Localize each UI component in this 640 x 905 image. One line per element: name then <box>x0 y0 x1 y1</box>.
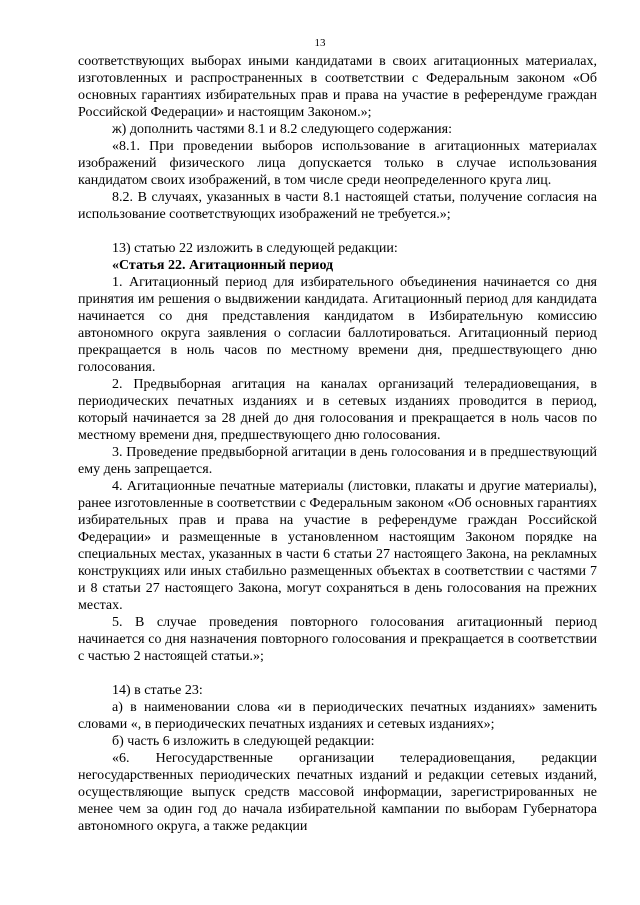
paragraph-item-a: а) в наименовании слова «и в периодических печатных изданиях» заменить словами «, в периодических печатных изданиях и сетевых изданиях»; <box>78 700 597 732</box>
article-22-heading: «Статья 22. Агитационный период <box>112 258 334 273</box>
article-22-part-1: 1. Агитационный период для избирательного объединения начинается со дня принятия им решения о выдвижении кандидата. Агитационный период для кандидата начинается со дня представления кандидатом в Избирательную комиссию автономного округа заявления о согласии баллотироваться. Агитационный период прекращается в ноль часов по местному времени дня, предшествующего дню голосования. <box>78 275 597 375</box>
article-22-part-4: 4. Агитационные печатные материалы (листовки, плакаты и другие материалы), ранее изготовленные в соответствии с Федеральным законом «Об основных гарантиях избирательных прав и права на участие в референдуме граждан Российской Федерации» и размещенные в установленном настоящим Законом порядке на специальных местах, указанных в части 6 статьи 27 настоящего Закона, на рекламных конструкциях или иных стабильно размещенных объектах в соответствии с частями 7 и 8 статьи 27 настоящего Закона, могут сохраняться в день голосования на прежних местах. <box>78 479 597 613</box>
paragraph-part-8-2: 8.2. В случаях, указанных в части 8.1 настоящей статьи, получение согласия на использование соответствующих изображений не требуется.»; <box>78 190 597 222</box>
paragraph-item-13: 13) статью 22 изложить в следующей редакции: <box>112 241 398 256</box>
article-22-part-5: 5. В случае проведения повторного голосования агитационный период начинается со дня назначения повторного голосования и прекращается в соответствии с частью 2 настоящей статьи.»; <box>78 615 597 664</box>
paragraph-item-14: 14) в статье 23: <box>112 683 203 698</box>
paragraph-item-zh: ж) дополнить частями 8.1 и 8.2 следующего содержания: <box>112 122 452 137</box>
document-body <box>78 53 597 835</box>
article-22-part-3: 3. Проведение предвыборной агитации в день голосования и в предшествующий ему день запрещается. <box>78 445 597 477</box>
page-number: 13 <box>314 37 326 49</box>
paragraph-item-b: б) часть 6 изложить в следующей редакции: <box>112 734 375 749</box>
paragraph-continuation: соответствующих выборах иными кандидатами в своих агитационных материалах, изготовленных и распространенных в соответствии с Федеральным законом «Об основных гарантиях избирательных прав и права на участие в референдуме граждан Российской Федерации» и настоящим Законом.»; <box>78 54 597 120</box>
paragraph-part-8-1: «8.1. При проведении выборов использование в агитационных материалах изображений физического лица допускается только в случае использования кандидатом своих изображений, в том числе среди неопределенного круга лиц. <box>78 139 597 188</box>
paragraph-part-6: «6. Негосударственные организации телерадиовещания, редакции негосударственных периодических печатных изданий и редакции сетевых изданий, осуществляющие выпуск средств массовой информации, зарегистрированных не менее чем за один год до начала избирательной кампании по выборам Губернатора автономного округа, а также редакции <box>78 751 597 834</box>
article-22-part-2: 2. Предвыборная агитация на каналах организаций телерадиовещания, в периодических печатных изданиях и в сетевых изданиях проводится в период, который начинается за 28 дней до дня голосования и прекращается в ноль часов по местному времени дня, предшествующего дню голосования. <box>78 377 597 443</box>
